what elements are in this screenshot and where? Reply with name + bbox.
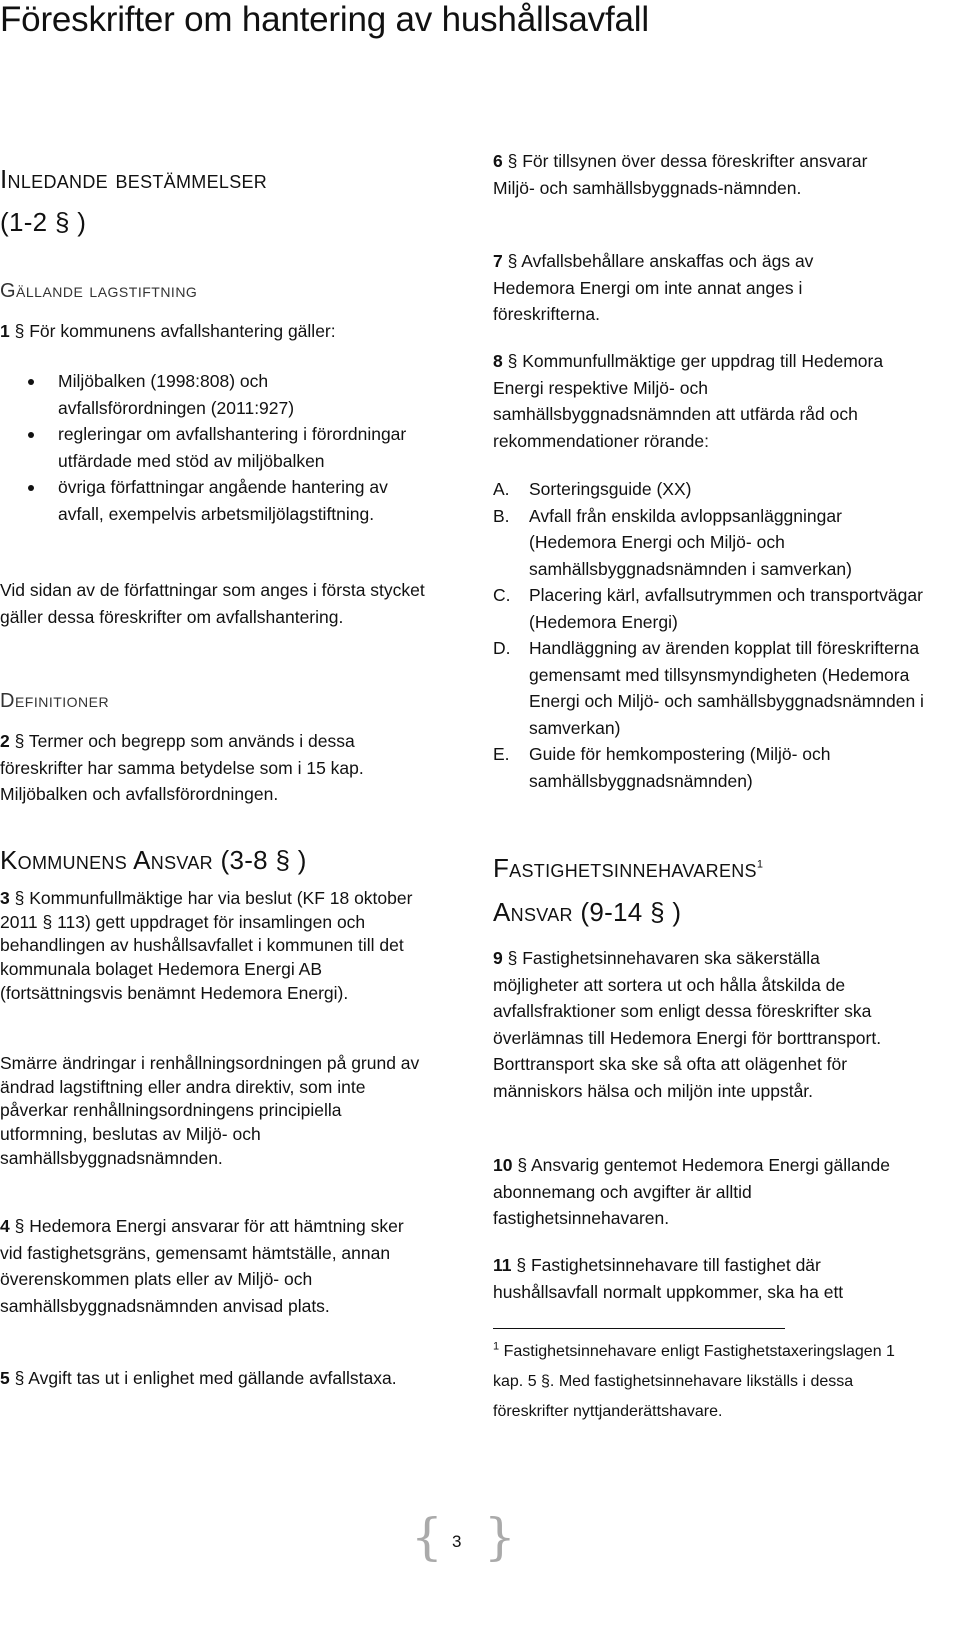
paragraph-number: 9 [493, 948, 503, 968]
document-title: Föreskrifter om hantering av hushållsavfall [0, 0, 649, 39]
heading-gallande: Gällande lagstiftning [0, 280, 198, 302]
paragraph-text: Hedemora Energi ansvarar för att hämtning sker vid fastighetsgräns, gemensamt hämtställe, annan överenskommen plats eller av Miljö- och samhällsbyggnadsnämnden anvisad plats. [0, 1216, 404, 1316]
paragraph-text: Kommunfullmäktige ger uppdrag till Hedemora Energi respektive Miljö- och samhällsbyggnadsnämnden att utfärda råd och rekommendationer rörande: [493, 351, 884, 451]
section-sign: § [14, 1368, 25, 1388]
paragraph-3 [0, 887, 430, 1006]
section-sign: § [516, 1255, 527, 1275]
paragraph-8 [493, 348, 913, 454]
paragraph-text: Fastighetsinnehavaren ska säkerställa möjligheter att sortera ut och hålla åtskilda de avfallsfraktioner som enligt dessa föreskrifter ska överlämnas till Hedemora Energi för borttransport. Borttransport ska ske så ofta att olägenhet för människors hälsa och miljön inte uppstår. [493, 948, 882, 1101]
heading-inledande-range: (1-2 § ) [0, 207, 87, 237]
paragraph-number: 4 [0, 1216, 10, 1236]
list-item: A. Sorteringsguide (XX) [493, 479, 692, 499]
section-sign: § [507, 251, 518, 271]
section-sign: § [14, 888, 25, 908]
paragraph-number: 10 [493, 1155, 513, 1175]
bullet-icon [28, 432, 34, 438]
paragraph-number: 5 [0, 1368, 10, 1388]
paragraph-number: 3 [0, 888, 10, 908]
heading-kommunens: Kommunens Ansvar (3-8 § ) [0, 845, 307, 875]
law-list [22, 368, 417, 527]
paragraph-number: 7 [493, 251, 503, 271]
page-number: 3 [452, 1532, 462, 1551]
footnote-ref: 1 [756, 858, 764, 871]
bullet-icon [28, 485, 34, 491]
heading-definitioner: Definitioner [0, 690, 110, 712]
footnote [493, 1337, 903, 1427]
paragraph-9 [493, 945, 903, 1104]
list-item: B. Avfall från enskilda avloppsanläggningar (Hedemora Energi och Miljö- och samhällsbyggnadsnämnden i samverkan) [493, 505, 852, 579]
footnote-rule [493, 1328, 785, 1329]
list-item: övriga författningar angående hantering av avfall, exempelvis arbetsmiljölagstiftning. [22, 474, 417, 527]
paragraph-4 [0, 1213, 430, 1319]
list-item: C. Placering kärl, avfallsutrymmen och transportvägar (Hedemora Energi) [493, 585, 923, 632]
paragraph-10 [493, 1152, 893, 1232]
paragraph-5 [0, 1365, 420, 1392]
list-item: E. Guide för hemkompostering (Miljö- och samhällsbyggnadsnämnden) [493, 744, 831, 791]
paragraph-number: 1 [0, 321, 10, 341]
section-sign: § [14, 731, 25, 751]
bullet-icon [28, 379, 34, 385]
section-sign: § [507, 948, 518, 968]
section-sign: § [507, 151, 518, 171]
paragraph-text: Ansvarig gentemot Hedemora Energi gällande abonnemang och avgifter är alltid fastighetsinnehavaren. [493, 1155, 890, 1228]
footnote-number: 1 [493, 1340, 500, 1353]
paragraph-number: 8 [493, 351, 503, 371]
paragraph-1 [0, 318, 420, 345]
list-item: D. Handläggning av ärenden kopplat till föreskrifterna gemensamt med tillsynsmyndigheten (Hedemora Energi och Miljö- och samhällsbyggnadsnämnden i samverkan) [493, 638, 924, 738]
paragraph-3-extra: Smärre ändringar i renhållningsordningen på grund av ändrad lagstiftning eller andra direktiv, som inte påverkar renhållningsordningens principiella utformning, beslutas av Miljö- och samhällsbyggnadsnämnden. [0, 1053, 420, 1168]
paragraph-11 [493, 1252, 913, 1305]
heading-inledande: Inledande bestämmelser [0, 164, 268, 194]
section-sign: § [14, 321, 25, 341]
left-brace-icon: { [411, 1508, 443, 1566]
paragraph-1-extra: Vid sidan av de författningar som anges i första stycket gäller dessa föreskrifter om avfallshantering. [0, 580, 425, 627]
paragraph-2 [0, 728, 430, 808]
paragraph-text: Avgift tas ut i enlighet med gällande avfallstaxa. [28, 1368, 397, 1388]
paragraph-text: För kommunens avfallshantering gäller: [29, 321, 336, 341]
list-item: regleringar om avfallshantering i förordningar utfärdade med stöd av miljöbalken [22, 421, 417, 474]
section-sign: § [14, 1216, 25, 1236]
footnote-text: Fastighetsinnehavare enligt Fastighetstaxeringslagen 1 kap. 5 §. Med fastighetsinnehavare likställs i dessa föreskrifter nyttjanderättshavare. [493, 1343, 895, 1420]
advice-list [493, 476, 925, 794]
list-item: Miljöbalken (1998:808) och avfallsförordningen (2011:927) [22, 368, 417, 421]
paragraph-text: Fastighetsinnehavare till fastighet där hushållsavfall normalt uppkommer, ska ha ett [493, 1255, 844, 1302]
paragraph-number: 6 [493, 151, 503, 171]
paragraph-text: Termer och begrepp som används i dessa föreskrifter har samma betydelse som i 15 kap. Miljöbalken och avfallsförordningen. [0, 731, 364, 804]
paragraph-number: 11 [493, 1255, 512, 1275]
heading-fastighets-range: Ansvar (9-14 § ) [493, 897, 682, 927]
section-sign: § [517, 1155, 528, 1175]
paragraph-text: Avfallsbehållare anskaffas och ägs av Hedemora Energi om inte annat anges i föreskrifterna. [493, 251, 814, 324]
paragraph-text: För tillsynen över dessa föreskrifter ansvarar Miljö- och samhällsbyggnads-nämnden. [493, 151, 868, 198]
heading-fastighets: Fastighetsinnehavarens$^1$ [493, 853, 764, 883]
paragraph-7 [493, 248, 893, 328]
paragraph-text: Kommunfullmäktige har via beslut (KF 18 oktober 2011 § 113) gett uppdraget för insamlingen och behandlingen av hushållsavfallet i kommunen till det kommunala bolaget Hedemora Energi AB (fortsättningsvis benämnt Hedemora Energi). [0, 888, 413, 1003]
paragraph-6 [493, 148, 893, 201]
right-brace-icon: } [484, 1508, 516, 1566]
paragraph-number: 2 [0, 731, 10, 751]
section-sign: § [507, 351, 518, 371]
